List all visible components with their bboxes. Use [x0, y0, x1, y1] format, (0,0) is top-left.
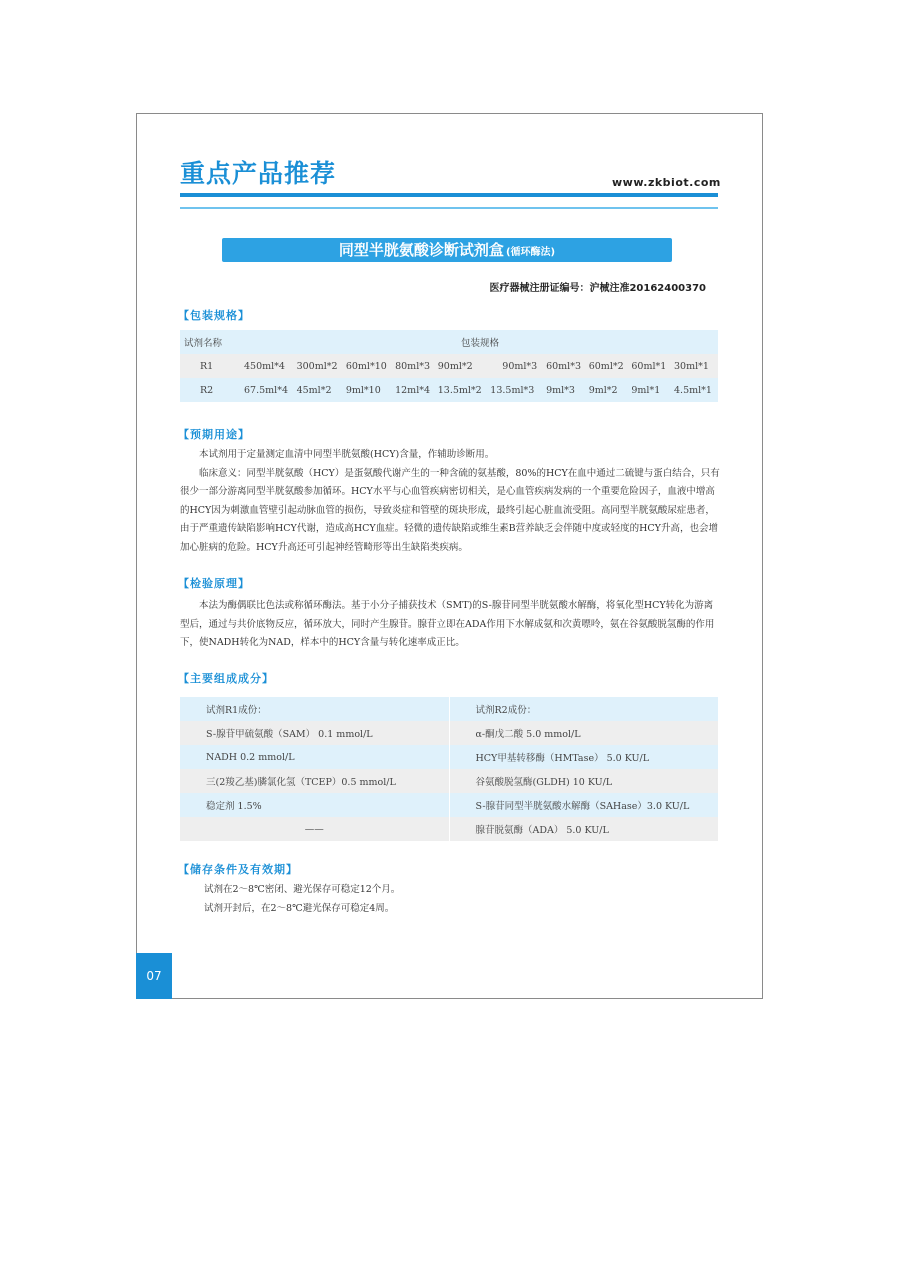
header-rule-thin	[180, 207, 718, 209]
table-row	[180, 769, 718, 793]
spec-cell: 9ml*3	[544, 378, 587, 402]
spec-cell: 13.5ml*3	[488, 378, 544, 402]
table-row	[180, 354, 718, 378]
r1-component: 三(2羧乙基)膦氯化氢（TCEP）0.5 mmol/L	[180, 769, 449, 793]
table-row	[180, 793, 718, 817]
spec-cell: 300ml*2	[295, 354, 344, 378]
table-row	[180, 745, 718, 769]
product-name: 同型半胱氨酸诊断试剂盒	[338, 241, 504, 259]
page-number: 07	[136, 953, 172, 999]
r1-header: 试剂R1成份：	[180, 697, 449, 721]
header-title: 重点产品推荐	[180, 159, 337, 188]
spec-cell: 30ml*1	[672, 354, 718, 378]
storage-line: 试剂在2～8℃密闭、避光保存可稳定12个月。	[204, 884, 401, 895]
r1-component: NADH 0.2 mmol/L	[180, 745, 449, 769]
table-header-row	[180, 697, 718, 721]
spec-cell: 60ml*1	[629, 354, 672, 378]
section-title-principle: 【检验原理】	[178, 577, 250, 590]
spec-cell: 450ml*4	[242, 354, 295, 378]
header-rule-thick	[180, 193, 718, 197]
reagent-name: R1	[180, 354, 242, 378]
spec-cell: 4.5ml*1	[672, 378, 718, 402]
principle-text	[180, 597, 720, 653]
paragraph: 临床意义：同型半胱氨酸（HCY）是蛋氨酸代谢产生的一种含硫的氨基酸，80%的HCY在血中通过二硫键与蛋白结合，只有很少一部分游离同型半胱氨酸参加循环。HCY水平与心血管疾病密切相关，是心血管疾病发病的一个重要危险因子，血液中增高的HCY因为刺激血管壁引起动脉血管的损伤，导致炎症和管壁的斑块形成，最终引起心脏血流受阻。高同型半胱氨酸尿症患者，由于严重遗传缺陷影响HCY代谢，造成高HCY血症。轻微的遗传缺陷或维生素B营养缺乏会伴随中度或轻度的HCY升高，也会增加心脏病的危险。HCY升高还可引起神经管畸形等出生缺陷类疾病。	[180, 467, 720, 553]
section-title-packaging: 【包装规格】	[178, 309, 250, 322]
spec-cell: 60ml*10	[344, 354, 393, 378]
packaging-table	[180, 330, 718, 402]
r2-component: α-酮戊二酸 5.0 mmol/L	[449, 721, 718, 745]
r2-component: 腺苷脱氨酶（ADA） 5.0 KU/L	[449, 817, 718, 841]
table-row	[180, 721, 718, 745]
table-header-cell: 包装规格	[242, 330, 718, 354]
section-title-storage: 【储存条件及有效期】	[178, 863, 298, 876]
r1-component: 稳定剂 1.5%	[180, 793, 449, 817]
r2-component: HCY甲基转移酶（HMTase） 5.0 KU/L	[449, 745, 718, 769]
spec-cell: 9ml*2	[587, 378, 630, 402]
website-url[interactable]: www.zkbiot.com	[612, 176, 721, 189]
storage-line: 试剂开封后，在2～8℃避光保存可稳定4周。	[204, 902, 395, 914]
product-method: (循环酶法)	[505, 247, 556, 258]
spec-cell: 67.5ml*4	[242, 378, 295, 402]
table-header-row	[180, 330, 718, 354]
table-row	[180, 378, 718, 402]
section-title-composition: 【主要组成成分】	[178, 672, 274, 685]
table-row	[180, 817, 718, 841]
spec-cell: 60ml*2	[587, 354, 630, 378]
storage-text	[180, 881, 720, 918]
r2-header: 试剂R2成份：	[449, 697, 718, 721]
spec-cell: 13.5ml*2	[436, 378, 489, 402]
spec-cell: 90ml*3	[488, 354, 544, 378]
spec-cell: 45ml*2	[295, 378, 344, 402]
spec-cell: 90ml*2	[436, 354, 489, 378]
table-header-cell: 试剂名称	[180, 330, 242, 354]
spec-cell: 60ml*3	[544, 354, 587, 378]
r1-component: S-腺苷甲硫氨酸（SAM） 0.1 mmol/L	[180, 721, 449, 745]
product-banner	[222, 238, 672, 262]
r1-component-empty: ——	[180, 817, 449, 841]
reagent-name: R2	[180, 378, 242, 402]
r2-component: 谷氨酸脱氢酶(GLDH) 10 KU/L	[449, 769, 718, 793]
composition-table	[180, 697, 718, 841]
registration-number: 医疗器械注册证编号：沪械注准20162400370	[489, 283, 706, 294]
spec-cell: 9ml*10	[344, 378, 393, 402]
r2-component: S-腺苷同型半胱氨酸水解酶（SAHase）3.0 KU/L	[449, 793, 718, 817]
paragraph: 本试剂用于定量测定血清中同型半胱氨酸(HCY)含量，作辅助诊断用。	[199, 449, 495, 460]
intended-use-text	[180, 446, 720, 557]
spec-cell: 9ml*1	[629, 378, 672, 402]
section-title-intended-use: 【预期用途】	[178, 428, 250, 441]
spec-cell: 80ml*3	[393, 354, 436, 378]
paragraph: 本法为酶偶联比色法或称循环酶法。基于小分子捕获技术（SMT)的S-腺苷同型半胱氨酸水解酶，将氧化型HCY转化为游离型后，通过与共价底物反应，循环放大，同时产生腺苷。腺苷立即在ADA作用下水解成氨和次黄嘌呤，氨在谷氨酸脱氢酶的作用下，使NADH转化为NAD，样本中的HCY含量与转化速率成正比。	[180, 600, 715, 648]
spec-cell: 12ml*4	[393, 378, 436, 402]
